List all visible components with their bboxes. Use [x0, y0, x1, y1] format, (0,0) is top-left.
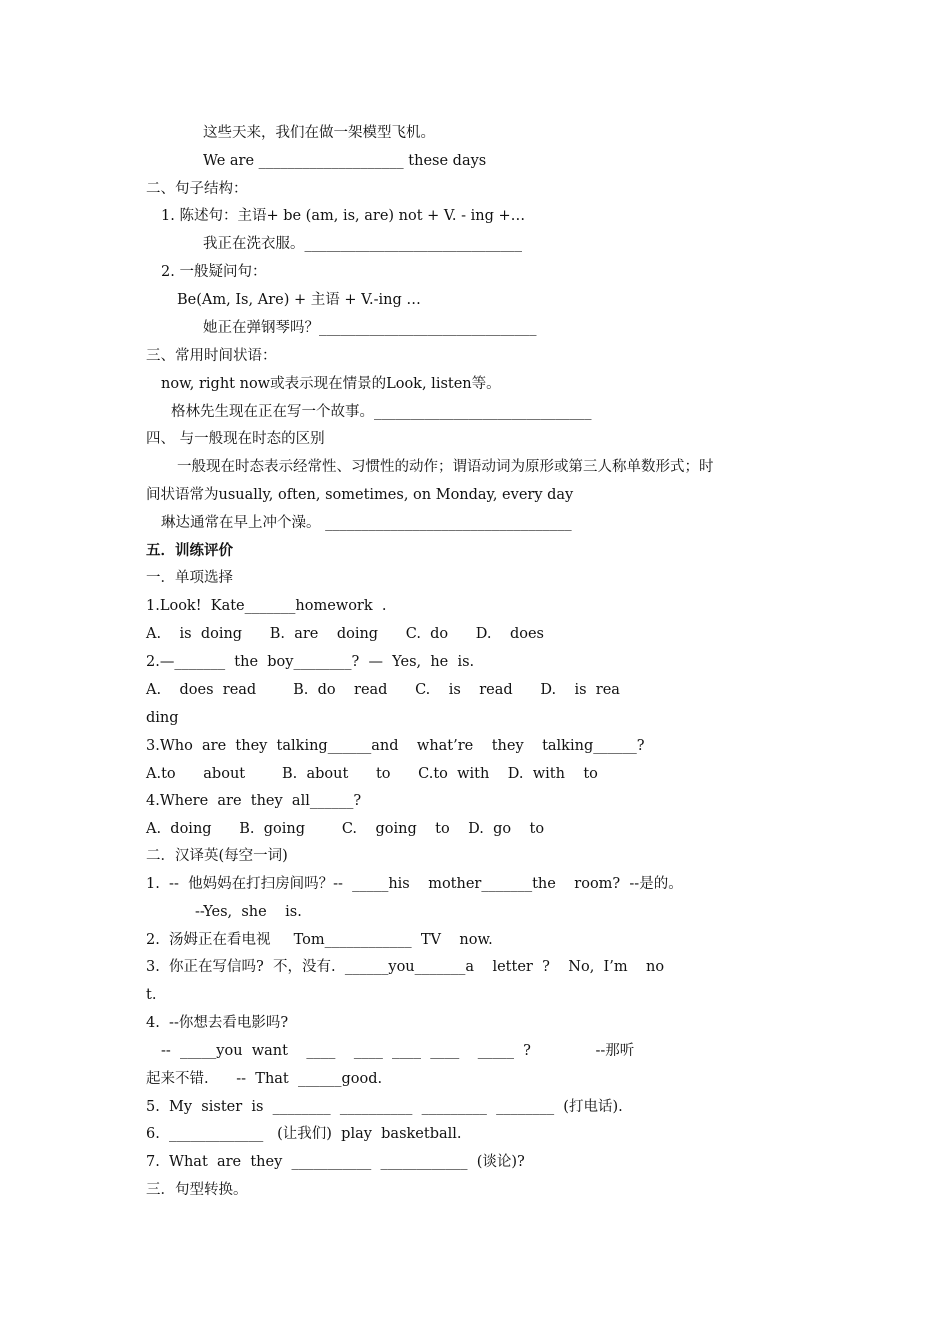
- line-translate-model-plane: 这些天来，我们在做一架模型飞机。: [203, 125, 435, 141]
- line-declarative-rule: 1. 陈述句：主语+ be (am, is, are) not + V. - ing +…: [161, 208, 526, 224]
- line-playing-piano: 她正在弹钢琴吗？______________________________: [203, 320, 537, 336]
- translation-1: 1. -- 他妈妈在打扫房间吗？-- _____his mother_______the room? --是的。: [146, 876, 683, 892]
- translation-3-wrap: t.: [146, 987, 157, 1003]
- translation-7: 7. What are they ___________ ____________ (谈论)?: [146, 1154, 525, 1170]
- line-question-rule: Be(Am, Is, Are) + 主语 + V.-ing …: [177, 292, 421, 308]
- heading-chinese-to-english: 二．汉译英(每空一词): [146, 848, 288, 864]
- question-2-options-wrap: ding: [146, 710, 179, 726]
- question-4-options: A. doing B. going C. going to D. go to: [146, 821, 545, 837]
- heading-sentence-structure: 二、句子结构：: [146, 181, 248, 197]
- line-linda-shower: 琳达通常在早上冲个澡。 __________________________________: [161, 515, 572, 531]
- question-2: 2.—_______ the boy________? — Yes, he is.: [146, 654, 475, 670]
- heading-sentence-conversion: 三．句型转换。: [146, 1182, 248, 1198]
- question-3-options: A.to about B. about to C.to with D. with to: [146, 766, 598, 782]
- line-simple-present-desc: 一般现在时态表示经常性、习惯性的动作；谓语动词为原形或第三人称单数形式；时: [177, 459, 714, 475]
- translation-5: 5. My sister is ________ __________ _________ ________ (打电话).: [146, 1099, 623, 1115]
- question-1: 1.Look! Kate_______homework .: [146, 598, 387, 614]
- translation-6: 6. _____________ (让我们) play basketball.: [146, 1126, 462, 1142]
- line-simple-present-adverbials: 间状语常为usually, often, sometimes, on Monday, every day: [146, 487, 574, 503]
- line-adverbial-examples: now, right now或表示现在情景的Look, listen等。: [161, 376, 501, 392]
- translation-2: 2. 汤姆正在看电视 Tom____________ TV now.: [146, 932, 493, 948]
- line-washing-clothes: 我正在洗衣服。______________________________: [203, 236, 522, 252]
- line-we-are-blank: We are ____________________ these days: [203, 153, 487, 169]
- heading-difference: 四、 与一般现在时态的区别: [146, 431, 325, 447]
- line-mr-green-story: 格林先生现在正在写一个故事。______________________________: [171, 404, 592, 420]
- heading-multiple-choice: 一．单项选择: [146, 570, 233, 586]
- translation-3: 3. 你正在写信吗? 不，没有. ______you_______a letter ? No, I’m no: [146, 959, 665, 975]
- translation-1-answer: --Yes, she is.: [195, 904, 302, 920]
- translation-4-blanks: -- _____you want ____ ____ ____ ____ _____ ? --那听: [161, 1043, 635, 1059]
- question-2-options: A. does read B. do read C. is read D. is rea: [146, 682, 620, 698]
- line-general-question: 2. 一般疑问句：: [161, 264, 267, 280]
- question-3: 3.Who are they talking______and what’re they talking______?: [146, 738, 645, 754]
- translation-4-wrap: 起来不错. -- That ______good.: [146, 1071, 383, 1087]
- question-1-options: A. is doing B. are doing C. do D. does: [146, 626, 544, 642]
- heading-time-adverbials: 三、常用时间状语：: [146, 348, 277, 364]
- translation-4: 4. --你想去看电影吗?: [146, 1015, 289, 1031]
- question-4: 4.Where are they all______?: [146, 793, 362, 809]
- heading-training-evaluation: 五．训练评价: [146, 542, 233, 559]
